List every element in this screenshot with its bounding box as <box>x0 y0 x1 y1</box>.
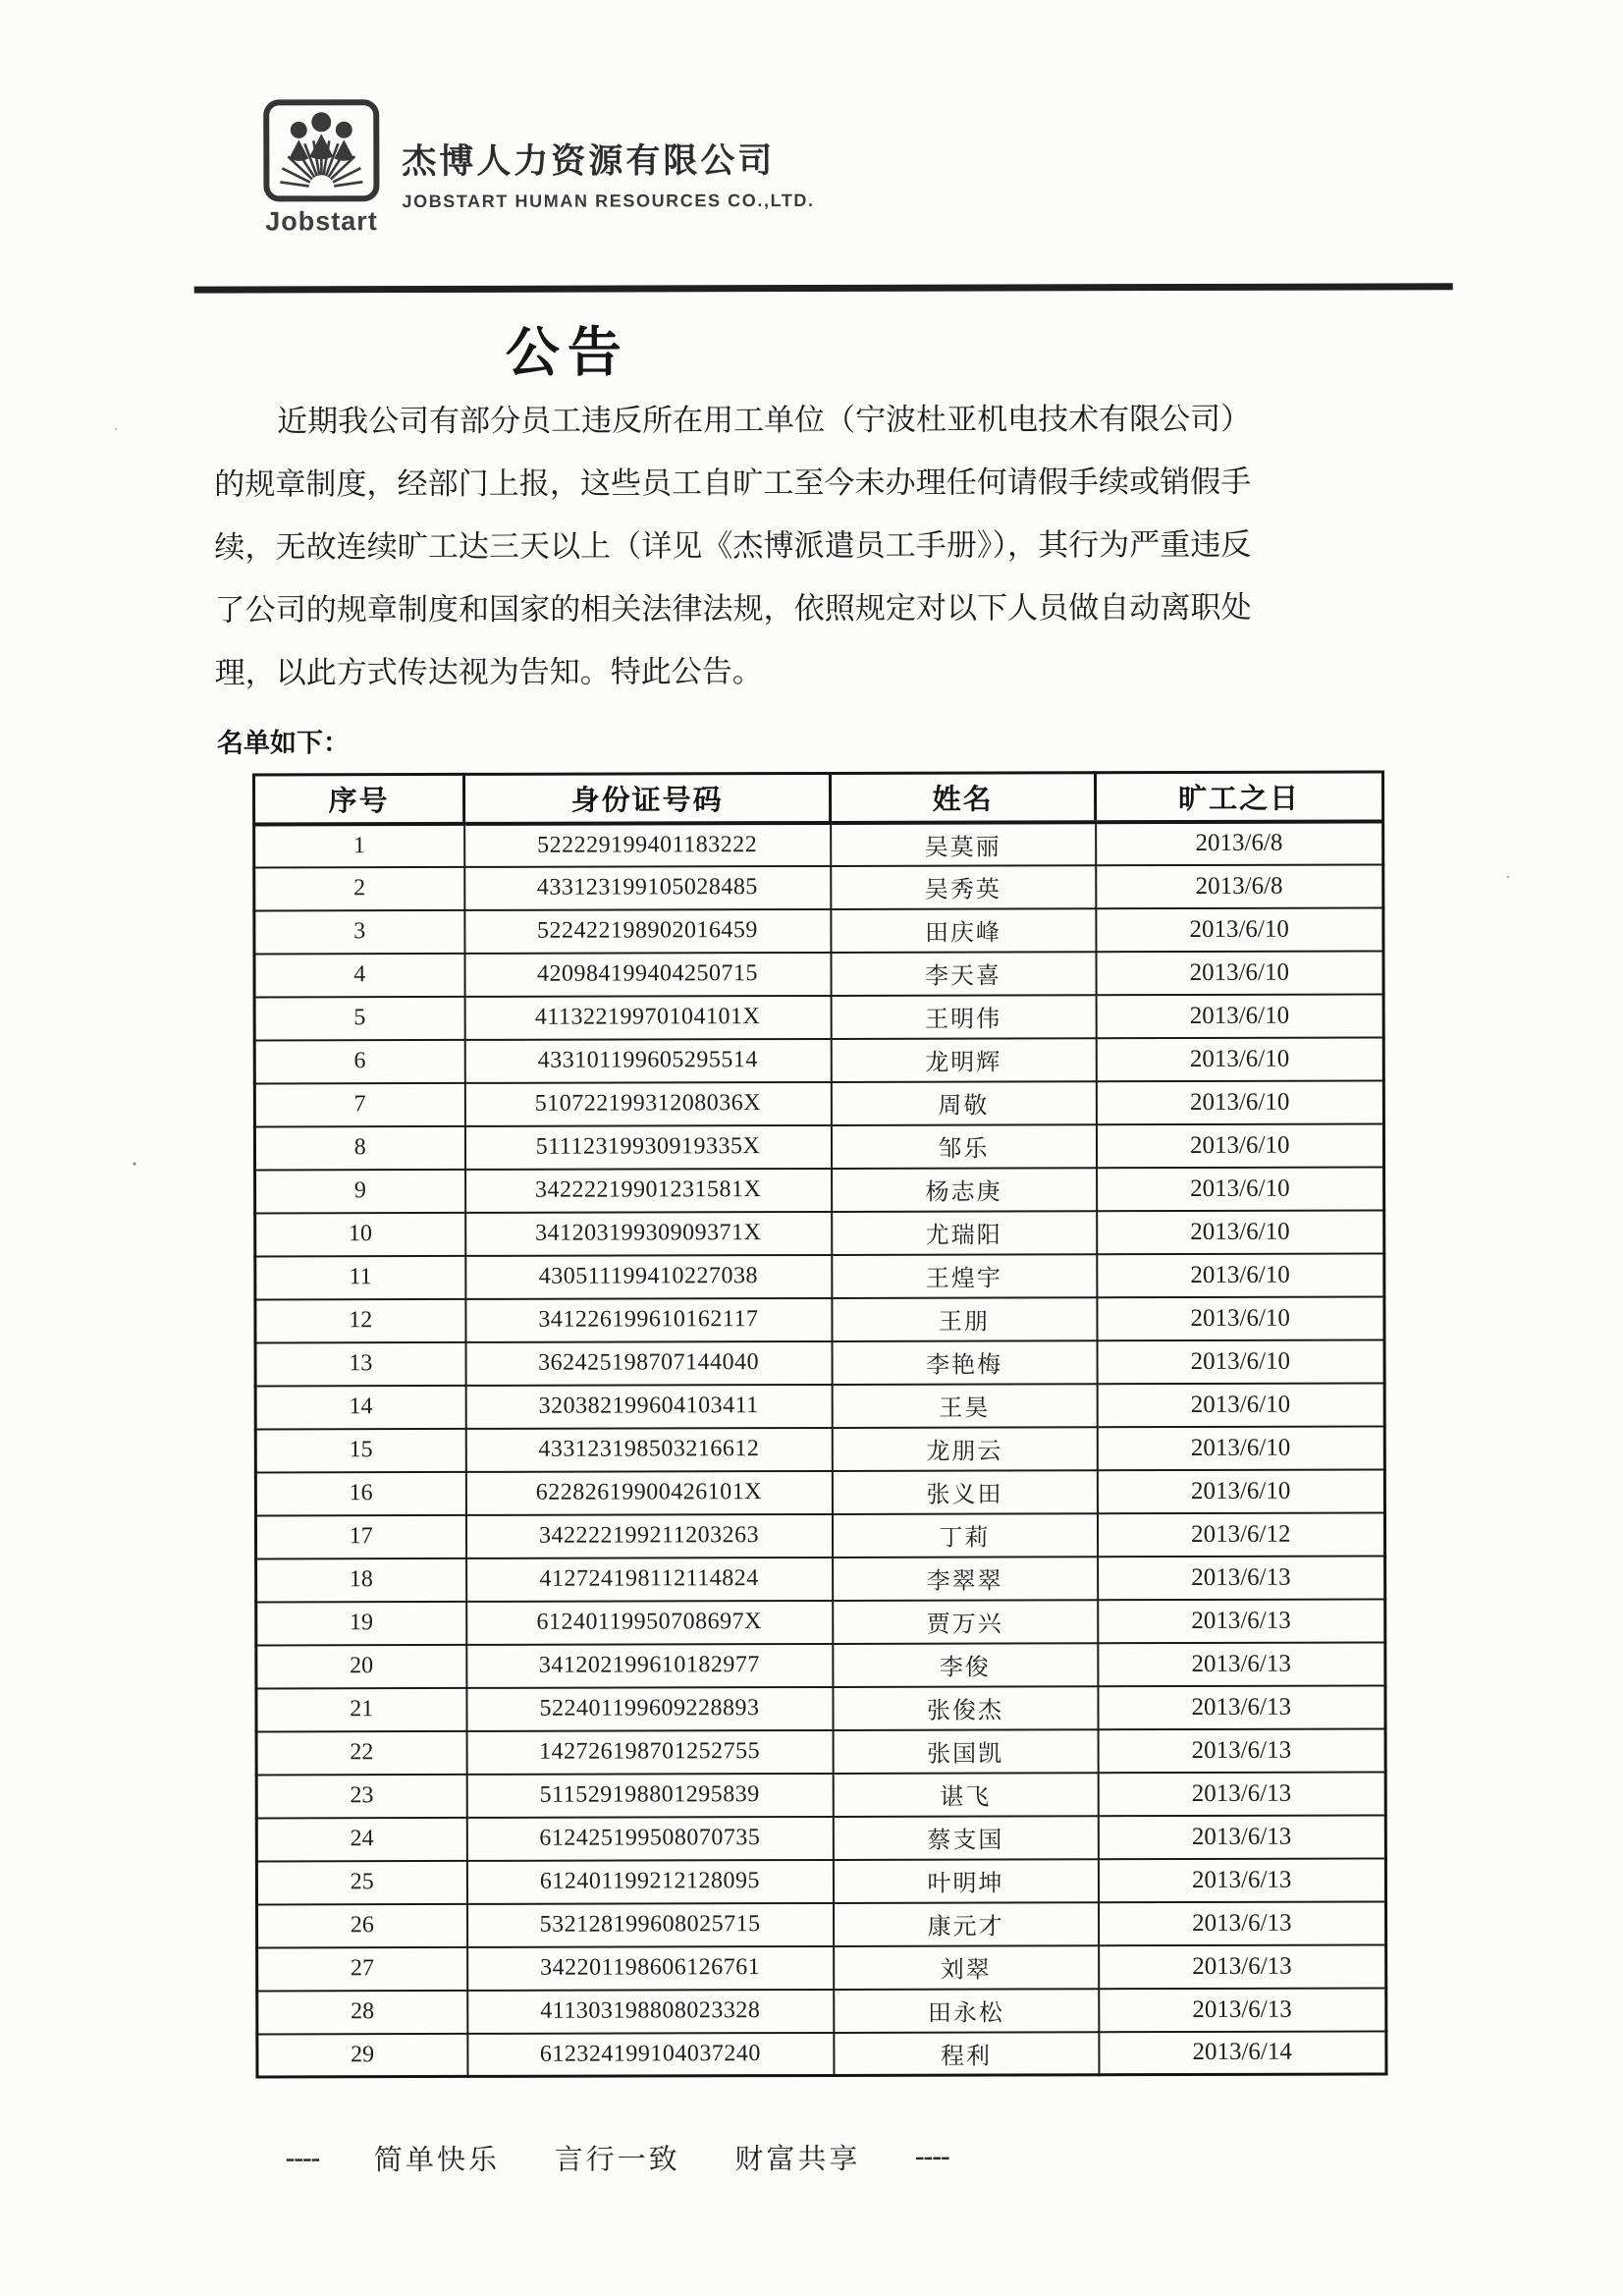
cell-name: 康元才 <box>834 1902 1099 1946</box>
company-header <box>402 134 814 212</box>
brand-text: Jobstart <box>265 206 378 237</box>
cell-date: 2013/6/8 <box>1096 821 1383 865</box>
cell-name: 尤瑞阳 <box>832 1211 1097 1255</box>
cell-name: 邹乐 <box>831 1124 1096 1169</box>
cell-id: 61240119950708697X <box>466 1600 833 1644</box>
cell-id: 34222219901231581X <box>465 1168 832 1212</box>
cell-date: 2013/6/10 <box>1097 1469 1384 1513</box>
cell-name: 龙朋云 <box>832 1427 1097 1471</box>
cell-date: 2013/6/10 <box>1097 1383 1384 1427</box>
cell-date: 2013/6/10 <box>1096 951 1383 995</box>
cell-name: 李艳梅 <box>832 1340 1097 1385</box>
cell-serial: 18 <box>256 1558 466 1602</box>
page-title: 公告 <box>505 322 629 383</box>
cell-serial: 9 <box>255 1169 465 1213</box>
cell-id: 142726198701252755 <box>466 1729 833 1774</box>
cell-name: 龙明辉 <box>831 1038 1096 1082</box>
table-row <box>256 1728 1385 1775</box>
cell-serial: 28 <box>257 1990 467 2034</box>
cell-id: 51112319930919335X <box>464 1124 831 1169</box>
table-row <box>255 1426 1384 1472</box>
cell-id: 342222199211203263 <box>465 1513 832 1558</box>
header-cell-date: 旷工之日 <box>1096 772 1383 822</box>
header-cell-id: 身份证号码 <box>464 773 831 823</box>
cell-serial: 2 <box>254 866 464 910</box>
cell-id: 34120319930909371X <box>465 1211 832 1255</box>
cell-name: 程利 <box>834 2032 1099 2076</box>
table-row <box>256 1858 1385 1904</box>
cell-name: 王昊 <box>832 1384 1097 1428</box>
table-row <box>254 907 1383 954</box>
table-row <box>255 1383 1384 1429</box>
cell-date: 2013/6/13 <box>1098 1728 1385 1773</box>
cell-serial: 26 <box>257 1903 467 1947</box>
cell-date: 2013/6/10 <box>1096 1037 1383 1081</box>
cell-date: 2013/6/13 <box>1099 1944 1386 1989</box>
cell-serial: 21 <box>256 1687 466 1731</box>
cell-id: 41132219970104101X <box>464 995 831 1039</box>
cell-date: 2013/6/13 <box>1098 1815 1385 1859</box>
footer-dash-right: ---- <box>914 2140 949 2172</box>
cell-serial: 14 <box>255 1385 465 1429</box>
footer-motto-1: 简单快乐 <box>373 2144 501 2177</box>
table-row <box>256 1815 1385 1861</box>
table-header-row <box>254 772 1383 824</box>
cell-serial: 6 <box>254 1039 464 1083</box>
cell-name: 杨志庚 <box>832 1168 1097 1212</box>
cell-serial: 13 <box>255 1341 465 1386</box>
cell-date: 2013/6/13 <box>1099 1988 1386 2032</box>
table-row <box>255 1296 1384 1342</box>
cell-date: 2013/6/13 <box>1098 1599 1385 1643</box>
cell-serial: 7 <box>254 1082 464 1126</box>
footer-motto-2: 言行一致 <box>554 2144 680 2176</box>
cell-date: 2013/6/12 <box>1097 1512 1384 1557</box>
cell-id: 433123198503216612 <box>465 1427 832 1471</box>
announcement-paragraph: 近期我公司有部分员工违反所在用工单位（宁波杜亚机电技术有限公司）的规章制度，经部门上报，这些员工自旷工至今未办理任何请假手续或销假手续，无故连续旷工达三天以上（详见《杰博派遣员工手册》），其行为严重违反了公司的规章制度和国家的相关法律法规，依照规定对以下人员做自动离职处理，以此方式传达视为告知。特此公告。 <box>214 401 1252 690</box>
cell-date: 2013/6/10 <box>1096 994 1383 1038</box>
cell-id: 362425198707144040 <box>465 1340 832 1385</box>
table-row <box>255 1469 1384 1515</box>
list-intro-label: 名单如下： <box>216 728 350 758</box>
cell-date: 2013/6/13 <box>1098 1858 1385 1902</box>
table-row <box>255 1512 1384 1558</box>
cell-name: 蔡支国 <box>833 1816 1098 1860</box>
cell-serial: 19 <box>256 1601 466 1645</box>
header-cell-name: 姓名 <box>831 773 1096 823</box>
table-row <box>257 1901 1386 1947</box>
cell-name: 刘翠 <box>834 1945 1099 1990</box>
cell-id: 522401199609228893 <box>466 1686 833 1730</box>
cell-id: 511529198801295839 <box>466 1773 833 1817</box>
cell-id: 62282619900426101X <box>465 1470 832 1514</box>
cell-id: 411303198808023328 <box>467 1989 834 2033</box>
cell-date: 2013/6/14 <box>1099 2031 1386 2075</box>
cell-id: 433123199105028485 <box>464 865 831 909</box>
cell-serial: 10 <box>255 1212 465 1256</box>
cell-name: 张义田 <box>832 1470 1097 1514</box>
cell-serial: 16 <box>255 1471 465 1515</box>
cell-id: 430511199410227038 <box>465 1254 832 1298</box>
cell-serial: 15 <box>255 1428 465 1472</box>
cell-date: 2013/6/10 <box>1097 1210 1384 1254</box>
table-row <box>255 1253 1384 1299</box>
table-row <box>254 864 1383 910</box>
cell-name: 吴秀英 <box>831 865 1096 909</box>
company-logo <box>254 99 388 237</box>
cell-serial: 8 <box>254 1125 464 1170</box>
table-row <box>255 1167 1384 1213</box>
cell-id: 522229199401183222 <box>464 822 831 866</box>
cell-name: 张俊杰 <box>833 1686 1098 1730</box>
company-name-en: JOBSTART HUMAN RESOURCES CO.,LTD. <box>402 190 815 212</box>
cell-serial: 20 <box>256 1644 466 1688</box>
cell-date: 2013/6/10 <box>1097 1296 1384 1340</box>
table-row <box>254 994 1383 1040</box>
cell-serial: 27 <box>257 1946 467 1991</box>
cell-id: 341202199610182977 <box>466 1643 833 1687</box>
table-row <box>256 1642 1385 1688</box>
table-row <box>257 1988 1386 2034</box>
cell-date: 2013/6/13 <box>1098 1556 1385 1600</box>
cell-name: 吴莫丽 <box>831 822 1096 866</box>
cell-serial: 22 <box>256 1730 466 1775</box>
table-row <box>254 821 1383 867</box>
cell-serial: 5 <box>254 996 464 1040</box>
cell-serial: 11 <box>255 1255 465 1299</box>
cell-date: 2013/6/8 <box>1096 864 1383 908</box>
table-row <box>254 1080 1383 1126</box>
cell-name: 李天喜 <box>831 952 1096 996</box>
cell-date: 2013/6/10 <box>1096 907 1383 952</box>
cell-date: 2013/6/10 <box>1096 1123 1383 1168</box>
table-row <box>256 1556 1385 1602</box>
cell-name: 谌飞 <box>833 1773 1098 1817</box>
cell-date: 2013/6/10 <box>1097 1167 1384 1211</box>
cell-serial: 1 <box>254 823 464 867</box>
cell-id: 51072219931208036X <box>464 1081 831 1125</box>
cell-name: 王煌宇 <box>832 1254 1097 1298</box>
cell-serial: 17 <box>255 1514 465 1558</box>
cell-id: 532128199608025715 <box>467 1902 834 1946</box>
footer-motto-3: 财富共享 <box>734 2143 861 2176</box>
cell-serial: 4 <box>254 953 464 997</box>
cell-date: 2013/6/13 <box>1099 1901 1386 1945</box>
cell-serial: 24 <box>256 1817 466 1861</box>
cell-date: 2013/6/13 <box>1098 1642 1385 1686</box>
cell-name: 周敬 <box>831 1081 1096 1125</box>
cell-serial: 25 <box>256 1860 466 1904</box>
cell-id: 412724198112114824 <box>466 1557 833 1601</box>
table-body <box>254 821 1386 2077</box>
table-row <box>254 951 1383 997</box>
cell-id: 341226199610162117 <box>465 1297 832 1341</box>
cell-id: 320382199604103411 <box>465 1384 832 1428</box>
table-row <box>255 1210 1384 1256</box>
header-rule <box>194 283 1453 293</box>
cell-name: 田庆峰 <box>831 908 1096 953</box>
cell-date: 2013/6/10 <box>1097 1426 1384 1470</box>
table-row <box>257 2031 1386 2077</box>
table-row <box>257 1944 1386 1991</box>
roster-table <box>252 770 1387 2078</box>
cell-id: 342201198606126761 <box>467 1945 834 1990</box>
footer-mottos <box>286 2137 949 2179</box>
table-row <box>255 1339 1384 1386</box>
cell-name: 李俊 <box>833 1643 1098 1687</box>
table-row <box>256 1772 1385 1818</box>
cell-date: 2013/6/10 <box>1097 1339 1384 1384</box>
cell-name: 贾万兴 <box>833 1600 1098 1644</box>
cell-name: 王朋 <box>832 1297 1097 1341</box>
table-row <box>254 1037 1383 1083</box>
footer-dash-left: ---- <box>285 2142 320 2174</box>
cell-date: 2013/6/10 <box>1096 1080 1383 1124</box>
cell-name: 王明伟 <box>831 995 1096 1039</box>
cell-name: 叶明坤 <box>833 1859 1098 1903</box>
cell-id: 433101199605295514 <box>464 1038 831 1082</box>
table-row <box>256 1599 1385 1645</box>
cell-id: 420984199404250715 <box>464 952 831 996</box>
cell-serial: 29 <box>257 2033 467 2077</box>
company-name-cn: 杰博人力资源有限公司 <box>402 141 776 182</box>
cell-id: 612425199508070735 <box>466 1816 833 1860</box>
header-cell-serial: 序号 <box>254 774 464 824</box>
cell-date: 2013/6/10 <box>1097 1253 1384 1297</box>
cell-serial: 23 <box>256 1774 466 1818</box>
cell-id: 612401199212128095 <box>466 1859 833 1903</box>
cell-date: 2013/6/13 <box>1098 1685 1385 1729</box>
cell-name: 李翠翠 <box>833 1557 1098 1601</box>
table-row <box>256 1685 1385 1731</box>
logo-frame <box>263 99 379 201</box>
cell-name: 张国凯 <box>833 1729 1098 1774</box>
people-sunburst-icon <box>269 105 373 195</box>
cell-name: 田永松 <box>834 1989 1099 2033</box>
cell-date: 2013/6/13 <box>1098 1772 1385 1816</box>
cell-serial: 12 <box>255 1298 465 1342</box>
cell-name: 丁莉 <box>832 1513 1097 1558</box>
cell-serial: 3 <box>254 909 464 954</box>
table-row <box>254 1123 1383 1170</box>
cell-id: 522422198902016459 <box>464 908 831 953</box>
cell-id: 612324199104037240 <box>467 2032 834 2076</box>
